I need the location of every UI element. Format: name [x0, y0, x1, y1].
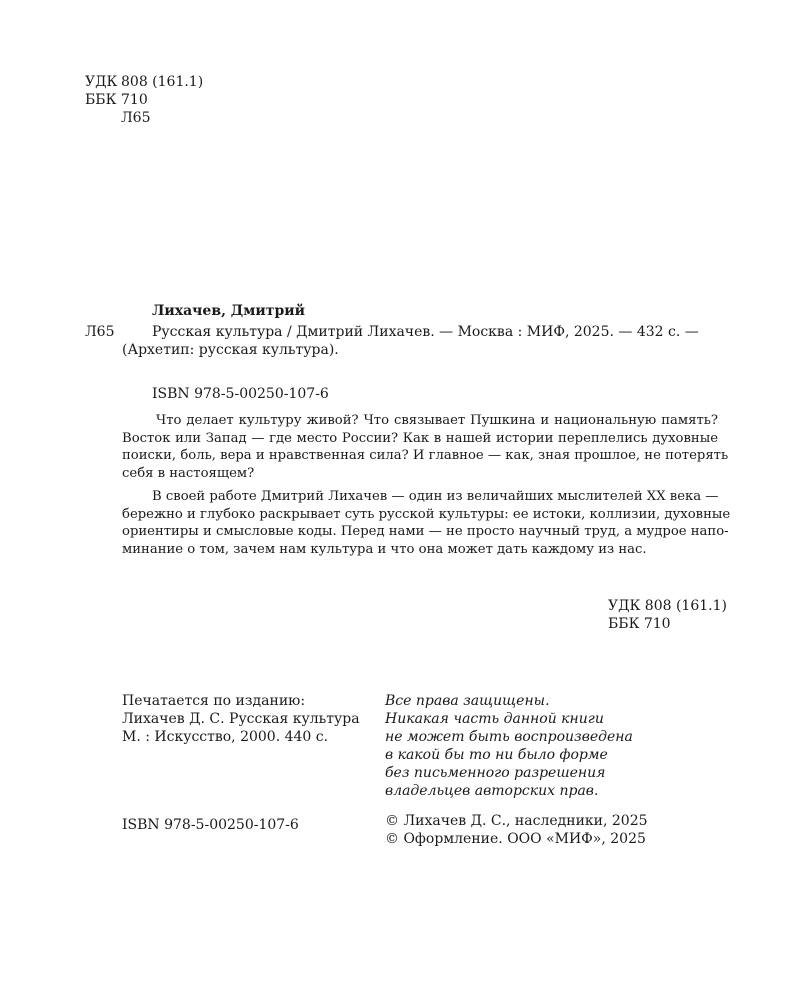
- edition-info: [122, 692, 360, 746]
- bbk-value: 710: [121, 92, 148, 108]
- annotation-line: поиски, боль, вера и нравственная сила? И главное — как, зная прошлое, не потерять: [122, 448, 729, 464]
- edition-line: Лихачев Д. С. Русская культура: [122, 711, 360, 727]
- annotation-line: В своей работе Дмитрий Лихачев — один из величайших мыслителей XX века —: [152, 489, 719, 504]
- udk-label: УДК: [85, 74, 118, 90]
- bbk-line: [85, 91, 203, 109]
- rights-line: без письменного разрешения: [385, 765, 606, 781]
- udk-value: 808 (161.1): [121, 74, 204, 90]
- rights-line: Никакая часть данной книги: [385, 711, 604, 727]
- rights-notice: [385, 692, 633, 800]
- annotation-line: себя в настоящем?: [122, 465, 255, 481]
- rights-line: Все права защищены.: [385, 693, 550, 709]
- bottom-classification-codes: [608, 597, 727, 633]
- entry-isbn: ISBN 978-5-00250-107-6: [152, 386, 329, 402]
- edition-line: Печатается по изданию:: [122, 693, 306, 709]
- entry-title-line: Русская культура / Дмитрий Лихачев. — Москва : МИФ, 2025. — 432 с. —: [152, 324, 699, 340]
- author-mark-line: [85, 109, 203, 127]
- entry-mark: Л65: [85, 324, 115, 340]
- edition-line: М. : Искусство, 2000. 440 с.: [122, 729, 329, 745]
- entry-series-line: (Архетип: русская культура).: [122, 342, 339, 358]
- entry-author: Лихачев, Дмитрий: [152, 303, 306, 319]
- copyright-block: [385, 812, 648, 848]
- annotation-paragraph-2: [122, 488, 731, 558]
- copyright-line: © Лихачев Д. С., наследники, 2025: [385, 813, 648, 829]
- udk-line: [85, 73, 203, 91]
- annotation-line: Что делает культуру живой? Что связывает Пушкина и национальную память?: [156, 413, 718, 428]
- bottom-udk: УДК 808 (161.1): [608, 598, 727, 614]
- rights-line: владельцев авторских прав.: [385, 783, 599, 799]
- edition-isbn: ISBN 978-5-00250-107-6: [122, 817, 299, 833]
- author-mark: Л65: [121, 110, 151, 126]
- bottom-bbk: ББК 710: [608, 616, 671, 632]
- annotation-line: минание о том, зачем нам культура и что она может дать каждому из нас.: [122, 541, 647, 557]
- annotation-line: Восток или Запад — где место России? Как в нашей истории переплелись духовные: [122, 430, 718, 446]
- annotation-line: бережно и глубоко раскрывает суть русской культуры: ее истоки, коллизии, духовные: [122, 506, 731, 522]
- rights-line: в какой бы то ни было форме: [385, 747, 608, 763]
- annotation-line: ориентиры и смысловые коды. Перед нами — не просто научный труд, а мудрое напо-: [122, 524, 729, 540]
- annotation-paragraph-1: [122, 412, 729, 482]
- copyright-line: © Оформление. ООО «МИФ», 2025: [385, 831, 646, 847]
- bbk-label: ББК: [85, 92, 117, 108]
- rights-line: не может быть воспроизведена: [385, 729, 633, 745]
- top-classification-codes: [85, 73, 203, 127]
